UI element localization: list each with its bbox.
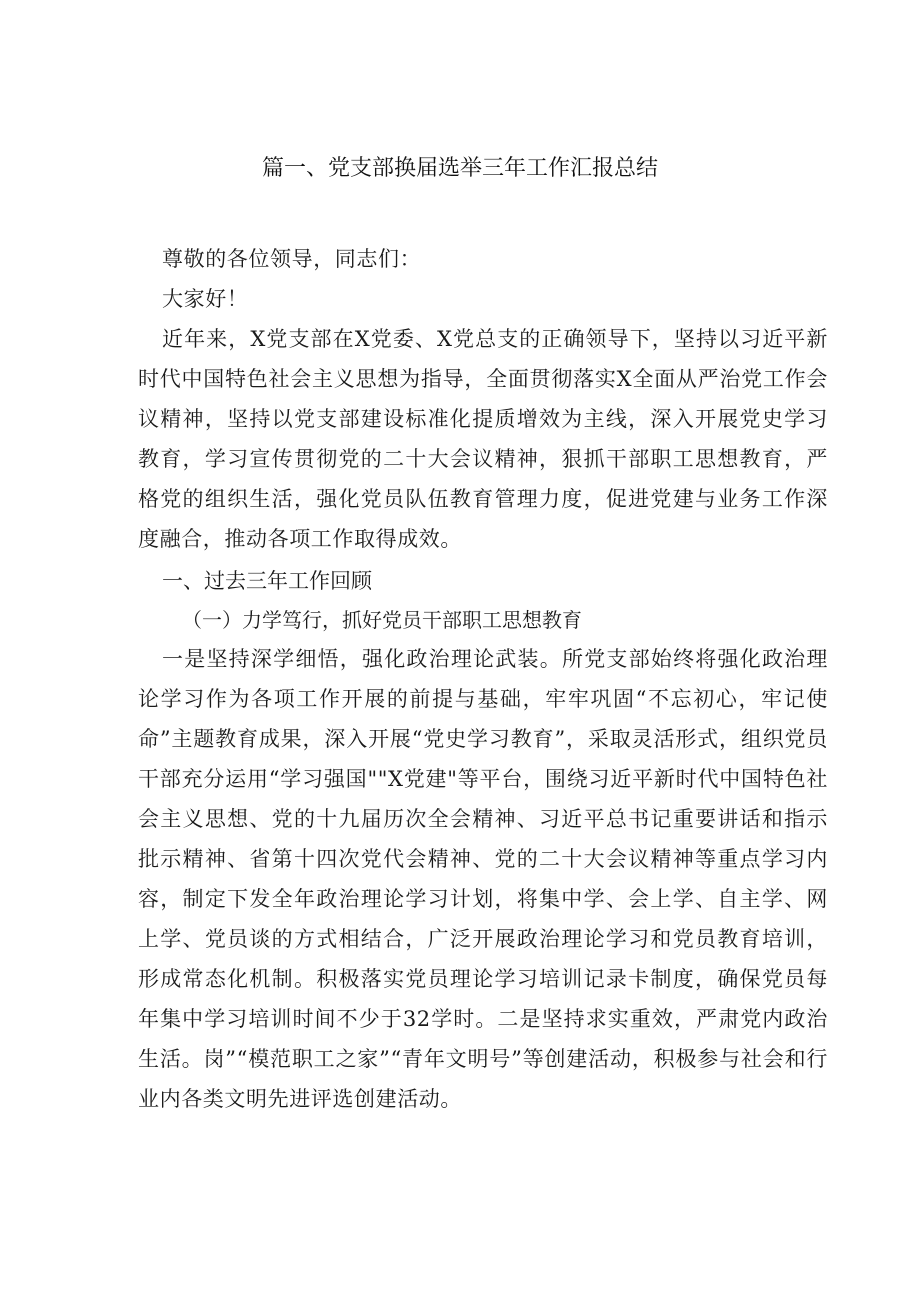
- salutation: 尊敬的各位领导，同志们：: [162, 247, 422, 271]
- section-heading: 一、过去三年工作回顾: [162, 569, 372, 593]
- document-body: [138, 239, 828, 1119]
- subsection-heading: （一）力学笃行，抓好党员干部职工思想教育: [182, 608, 582, 632]
- intro-paragraph: 近年来，X党支部在X党委、X党总支的正确领导下，坚持以习近平新时代中国特色社会主义思想为指导，全面贯彻落实X全面从严治党工作会议精神，坚持以党支部建设标准化提质增效为主线，深入开展党史学习教育，学习宣传贯彻党的二十大会议精神，狠抓干部职工思想教育，严格党的组织生活，强化党员队伍教育管理力度，促进党建与业务工作深度融合，推动各项工作取得成效。: [138, 327, 828, 551]
- body-paragraph: 一是坚持深学细悟，强化政治理论武装。所党支部始终将强化政治理论学习作为各项工作开展的前提与基础，牢牢巩固“不忘初心，牢记使命”主题教育成果，深入开展“党史学习教育”，采取灵活形式，组织党员干部充分运用“学习强国""X党建"等平台，围绕习近平新时代中国特色社会主义思想、党的十九届历次全会精神、习近平总书记重要讲话和指示批示精神、省第十四次党代会精神、党的二十大会议精神等重点学习内容，制定下发全年政治理论学习计划，将集中学、会上学、自主学、网上学、党员谈的方式相结合，广泛开展政治理论学习和党员教育培训，形成常态化机制。积极落实党员理论学习培训记录卡制度，确保党员每年集中学习培训时间不少于32学时。二是坚持求实重效，严肃党内政治生活。岗”“模范职工之家”“青年文明号”等创建活动，积极参与社会和行业内各类文明先进评选创建活动。: [138, 647, 828, 1111]
- document-title: 篇一、党支部换届选举三年工作汇报总结: [261, 156, 658, 181]
- greeting: 大家好！: [162, 287, 249, 311]
